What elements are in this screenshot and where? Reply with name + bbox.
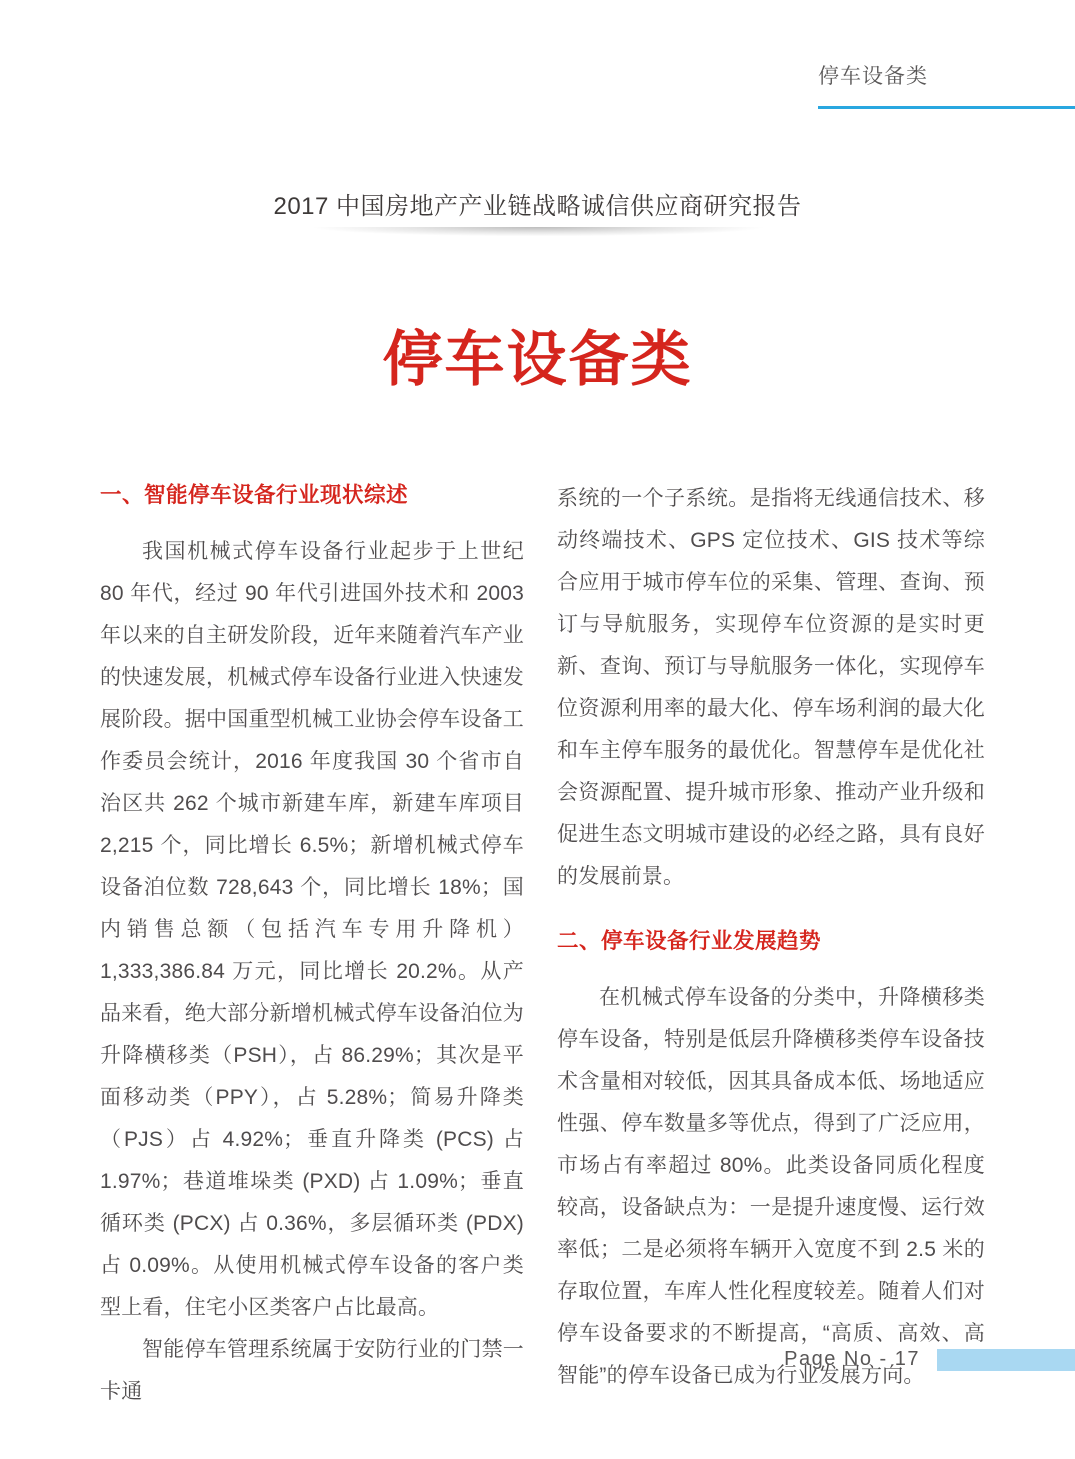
report-banner (0, 186, 1075, 240)
body-paragraph: 系统的一个子系统。是指将无线通信技术、移动终端技术、GPS 定位技术、GIS 技术等综合应用于城市停车位的采集、管理、查询、预订与导航服务，实现停车位资源的是实时更新、查询、预订与导航服务一体化，实现停车位资源利用率的最大化、停车场利润的最大化和车主停车服务的最优化。智慧停车是优化社会资源配置、提升城市形象、推动产业升级和促进生态文明城市建设的必经之路，具有良好的发展前景。 (557, 487, 985, 888)
page-number-label: Page No - 17 (784, 1348, 920, 1370)
section-heading: 二、停车设备行业发展趋势 (557, 929, 822, 953)
body-paragraph: 在机械式停车设备的分类中，升降横移类停车设备，特别是低层升降横移类停车设备技术含量相对较低，因其具备成本低、场地适应性强、停车数量多等优点，得到了广泛应用，市场占有率超过 80%。此类设备同质化程度较高，设备缺点为：一是提升速度慢、运行效率低；二是必须将车辆开入宽度不到 2.5 米的存取位置，车库人性化程度较差。随着人们对停车设备要求的不断提高，“高质、高效、高智能”的停车设备已成为行业发展方向。 (557, 986, 985, 1387)
page-title: 停车设备类 (382, 327, 693, 393)
report-banner-title: 2017 中国房地产产业链战略诚信供应商研究报告 (273, 193, 802, 220)
body-paragraph: 智能停车管理系统属于安防行业的门禁一卡通 (100, 1338, 524, 1403)
content-columns (100, 478, 985, 1413)
section-heading: 一、智能停车设备行业现状综述 (100, 483, 409, 507)
left-column (100, 478, 524, 1413)
right-column (557, 478, 985, 1413)
banner-shadow (223, 227, 853, 240)
page-footer (784, 1348, 1075, 1371)
body-paragraph: 我国机械式停车设备行业起步于上世纪 80 年代，经过 90 年代引进国外技术和 2003 年以来的自主研发阶段，近年来随着汽车产业的快速发展，机械式停车设备行业进入快速发展阶段。据中国重型机械工业协会停车设备工作委员会统计，2016 年度我国 30 个省市自治区共 262 个城市新建车库，新建车库项目 2,215 个，同比增长 6.5%；新增机械式停车设备泊位数 728,643 个，同比增长 18%；国内销售总额（包括汽车专用升降机）1,333,386.84 万元，同比增长 20.2%。从产品来看，绝大部分新增机械式停车设备泊位为升降横移类（PSH），占 86.29%；其次是平面移动类（PPY），占 5.28%；简易升降类（PJS）占 4.92%；垂直升降类 (PCS) 占 1.97%；巷道堆垛类 (PXD) 占 1.09%；垂直循环类 (PCX) 占 0.36%，多层循环类 (PDX) 占 0.09%。从使用机械式停车设备的客户类型上看，住宅小区类客户占比最高。 (100, 540, 524, 1319)
running-header-label: 停车设备类 (818, 65, 928, 88)
running-header (818, 60, 1075, 109)
footer-accent-bar (937, 1349, 1075, 1371)
